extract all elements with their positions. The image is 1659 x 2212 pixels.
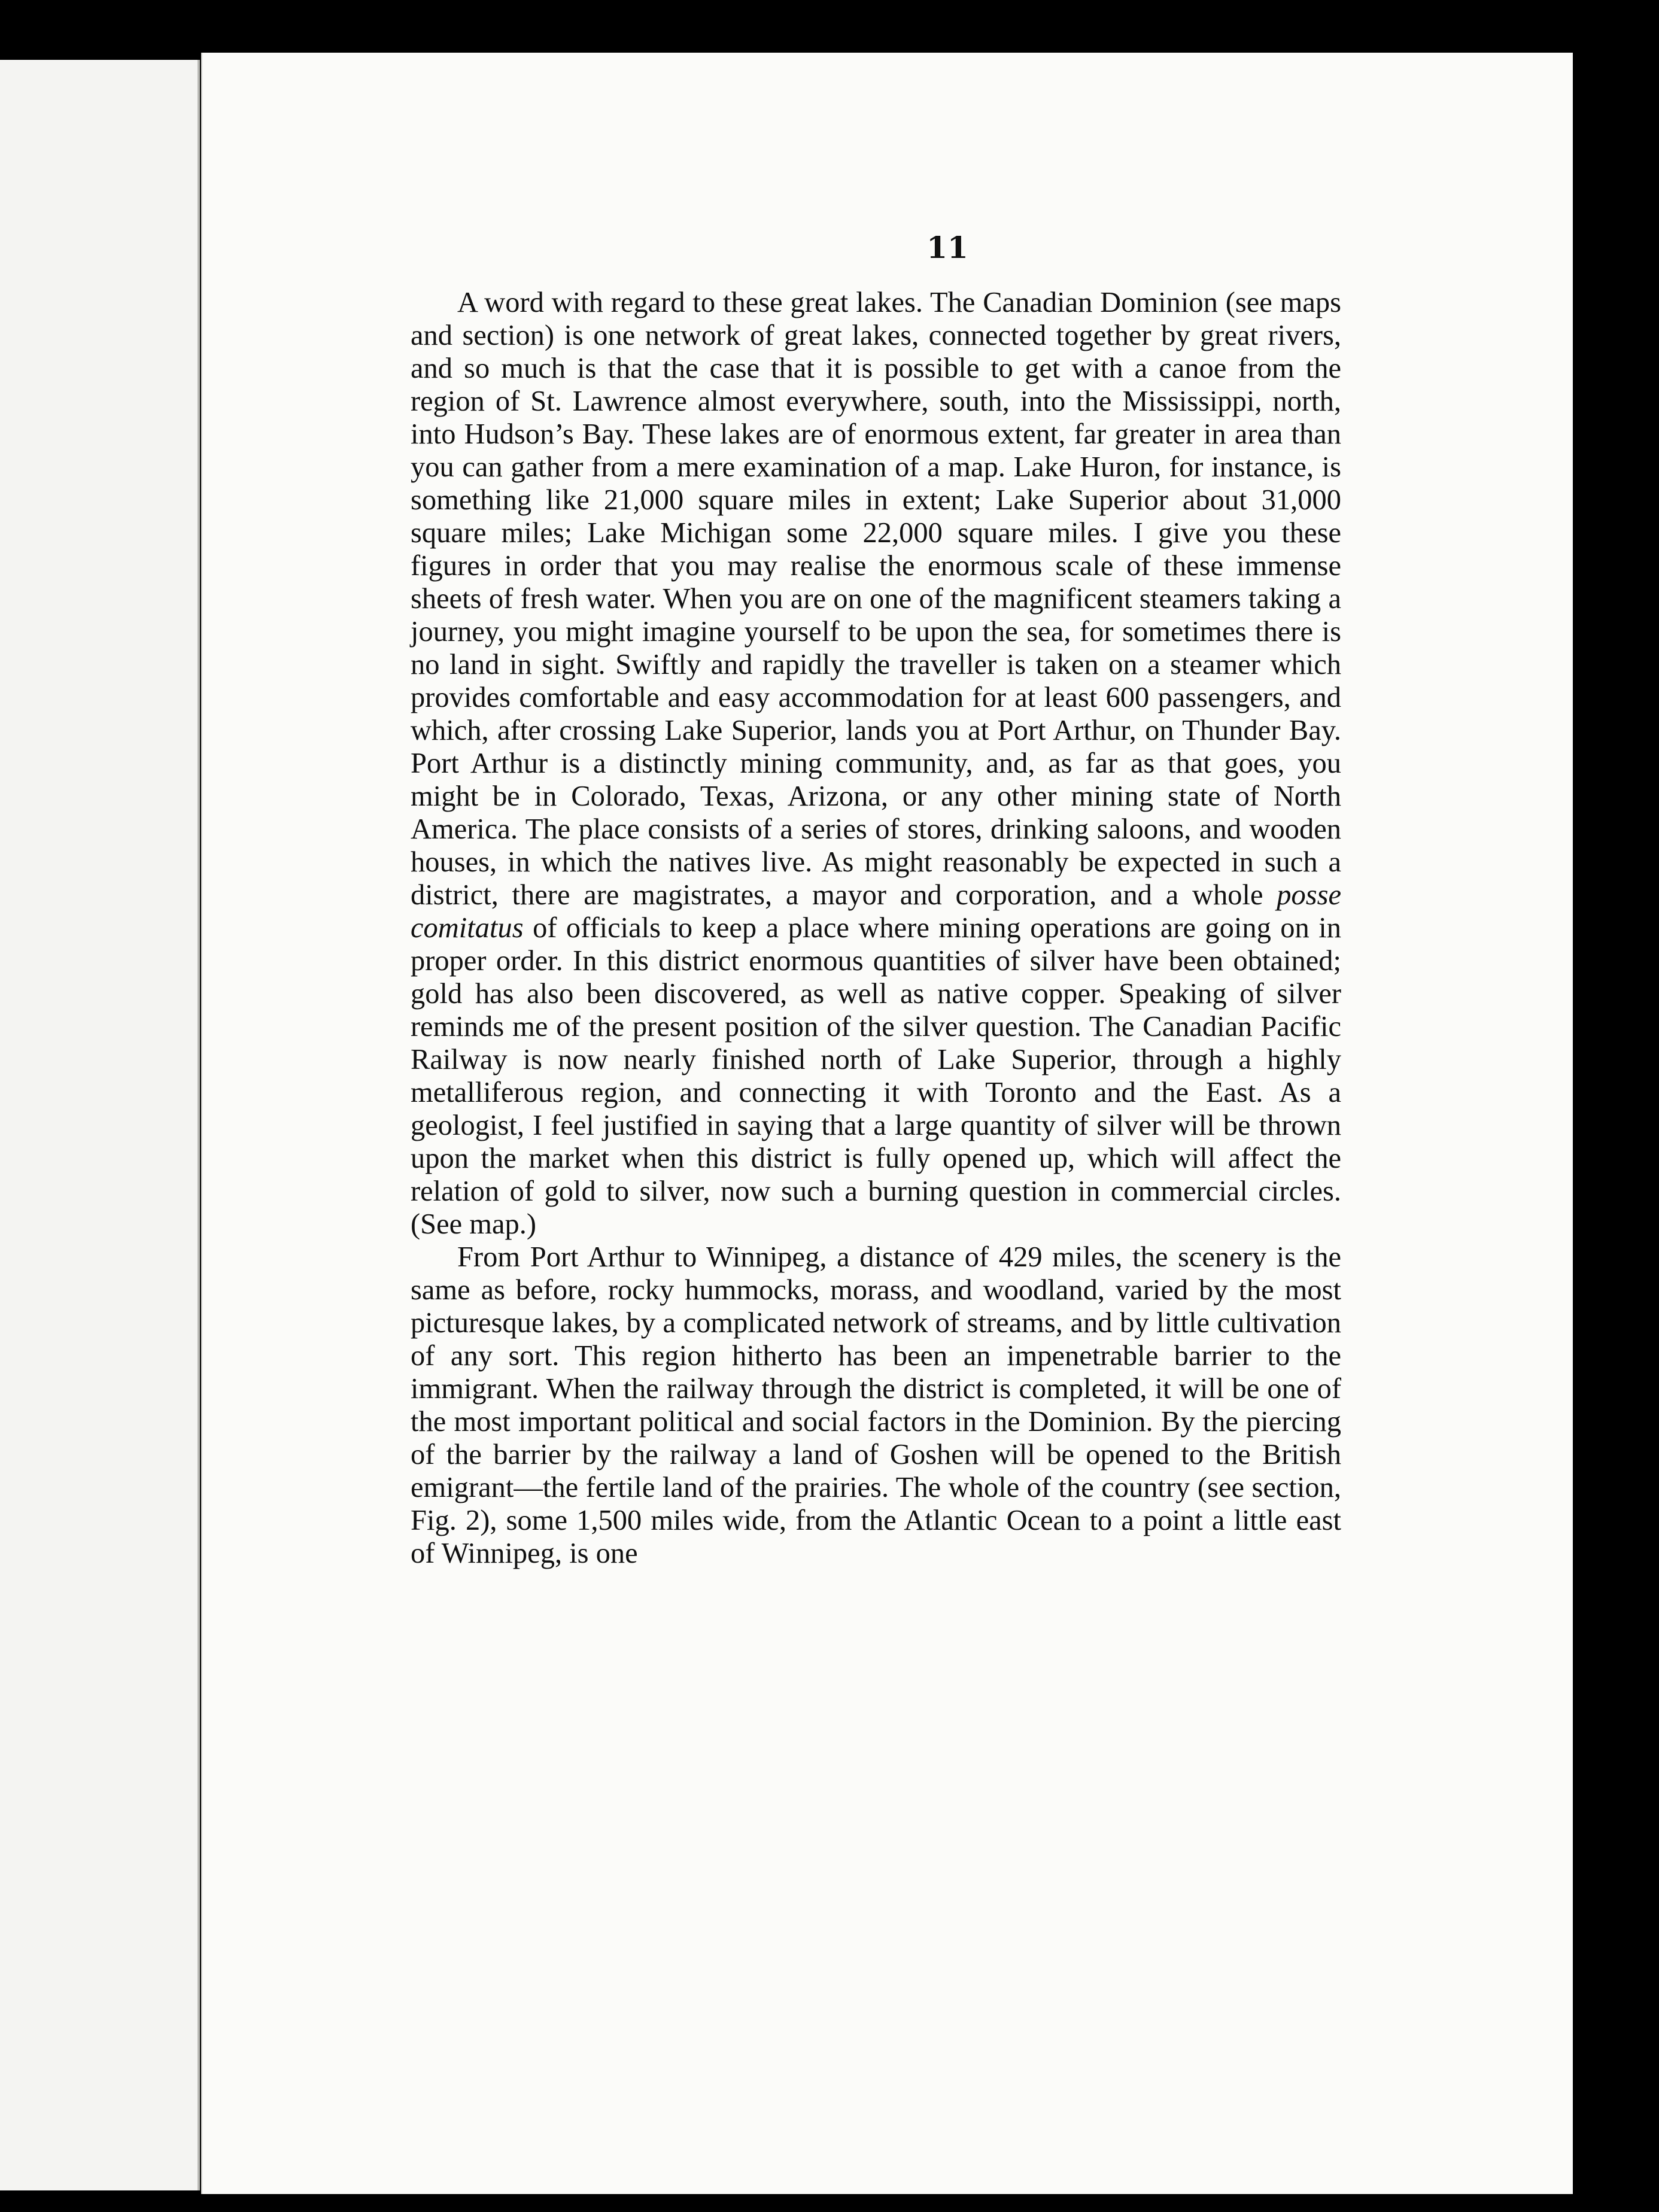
paragraph-1-italic-phrase: posse comitatus	[411, 879, 1341, 944]
paragraph-port-arthur-winnipeg: From Port Arthur to Winnipeg, a distance of 429 miles, the scenery is the same as before, rocky hummocks, morass, and woodland, varied by the most picturesque lakes, by a complicated network of streams, and by little cultivation of any sort. This region hitherto has been an impenetrable barrier to the immigrant. When the railway through the district is completed, it will be one of the most important political and social factors in the Dominion. By the piercing of the barrier by the railway a land of Goshen will be opened to the British emigrant—the fertile land of the prairies. The whole of the country (see section, Fig. 2), some 1,500 miles wide, from the Atlantic Ocean to a point a little east of Winnipeg, is one	[411, 1241, 1341, 1569]
page-number: 11	[926, 230, 968, 265]
paragraph-1-text-after: of officials to keep a place where mining operations are going on in proper order. In this district enormous quantities of silver have been obtained; gold has also been discovered, as well as native copper. Speaking of silver reminds me of the present position of the silver question. The Canadian Pacific Railway is now nearly finished north of Lake Superior, through a highly metalliferous region, and connecting it with Toronto and the East. As a geologist, I feel justified in saying that a large quantity of silver will be thrown upon the market when this district is fully opened up, which will affect the relation of gold to silver, now such a burning question in commercial circles. (See map.)	[411, 912, 1341, 1240]
body-text	[411, 286, 1341, 1570]
previous-page-edge	[0, 60, 200, 2190]
paragraph-great-lakes	[411, 286, 1341, 1241]
paragraph-1-text-before: A word with regard to these great lakes. The Canadian Dominion (see maps and section) is one network of great lakes, connected together by great rivers, and so much is that the case that it is possible to get with a canoe from the region of St. Lawrence almost everywhere, south, into the Mississippi, north, into Hudson’s Bay. These lakes are of enormous extent, far greater in area than you can gather from a mere examination of a map. Lake Huron, for instance, is something like 21,000 square miles in extent; Lake Superior about 31,000 square miles; Lake Michigan some 22,000 square miles. I give you these figures in order that you may realise the enormous scale of these immense sheets of fresh water. When you are on one of the magnificent steamers taking a journey, you might imagine yourself to be upon the sea, for sometimes there is no land in sight. Swiftly and rapidly the traveller is taken on a steamer which provides comfortable and easy accommodation for at least 600 passengers, and which, after crossing Lake Superior, lands you at Port Arthur, on Thunder Bay. Port Arthur is a distinctly mining community, and, as far as that goes, you might be in Colorado, Texas, Arizona, or any other mining state of North America. The place consists of a series of stores, drinking saloons, and wooden houses, in which the natives live. As might reasonably be expected in such a district, there are magistrates, a mayor and corporation, and a whole	[411, 287, 1341, 911]
book-page	[201, 53, 1573, 2194]
